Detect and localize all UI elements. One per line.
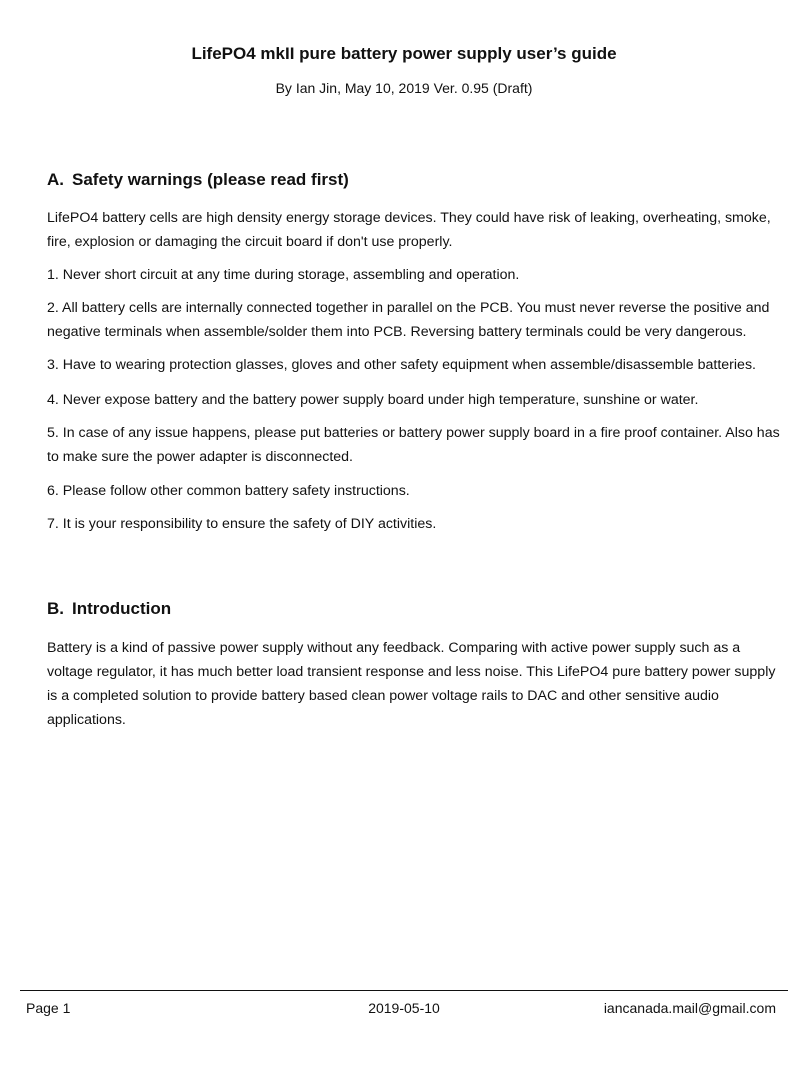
safety-item-3: 3. Have to wearing protection glasses, gloves and other safety equipment when assemble/disassemble batteries. — [47, 357, 756, 373]
section-a-title: Safety warnings (please read first) — [72, 170, 349, 189]
page-title: LifePO4 mkII pure battery power supply user’s guide — [191, 44, 617, 63]
footer-email: iancanada.mail@gmail.com — [603, 1000, 776, 1016]
safety-item-5: 5. In case of any issue happens, please put batteries or battery power supply board in a fire proof container. Also has to make sure the power adapter is disconnected. — [47, 425, 780, 465]
safety-item-2: 2. All battery cells are internally connected together in parallel on the PCB. You must never reverse the positive and negative terminals when assemble/solder them into PCB. Reversing battery terminals could be very dangerous. — [47, 300, 770, 340]
safety-intro-paragraph: LifePO4 battery cells are high density energy storage devices. They could have risk of leaking, overheating, smoke, fire, explosion or damaging the circuit board if don't use properly. — [47, 210, 771, 250]
footer-divider — [20, 990, 788, 991]
section-b-letter: B. — [47, 599, 64, 618]
footer-page-number: Page 1 — [26, 1000, 71, 1016]
safety-item-6: 6. Please follow other common battery safety instructions. — [47, 483, 410, 499]
safety-item-1: 1. Never short circuit at any time during storage, assembling and operation. — [47, 267, 520, 283]
byline: By Ian Jin, May 10, 2019 Ver. 0.95 (Draft) — [275, 80, 533, 96]
footer-date: 2019-05-10 — [368, 1000, 440, 1016]
section-b-title: Introduction — [72, 599, 172, 618]
safety-item-7: 7. It is your responsibility to ensure the safety of DIY activities. — [47, 516, 437, 532]
safety-item-4: 4. Never expose battery and the battery power supply board under high temperature, sunshine or water. — [47, 392, 699, 408]
introduction-paragraph: Battery is a kind of passive power supply without any feedback. Comparing with active power supply such as a voltage regulator, it has much better load transient response and less noise. This LifePO4 pure battery power supply is a completed solution to provide battery based clean power voltage rails to DAC and other sensitive audio applications. — [47, 640, 776, 728]
section-a-heading — [47, 170, 349, 190]
section-b-heading — [47, 599, 171, 619]
section-a-letter: A. — [47, 170, 64, 189]
